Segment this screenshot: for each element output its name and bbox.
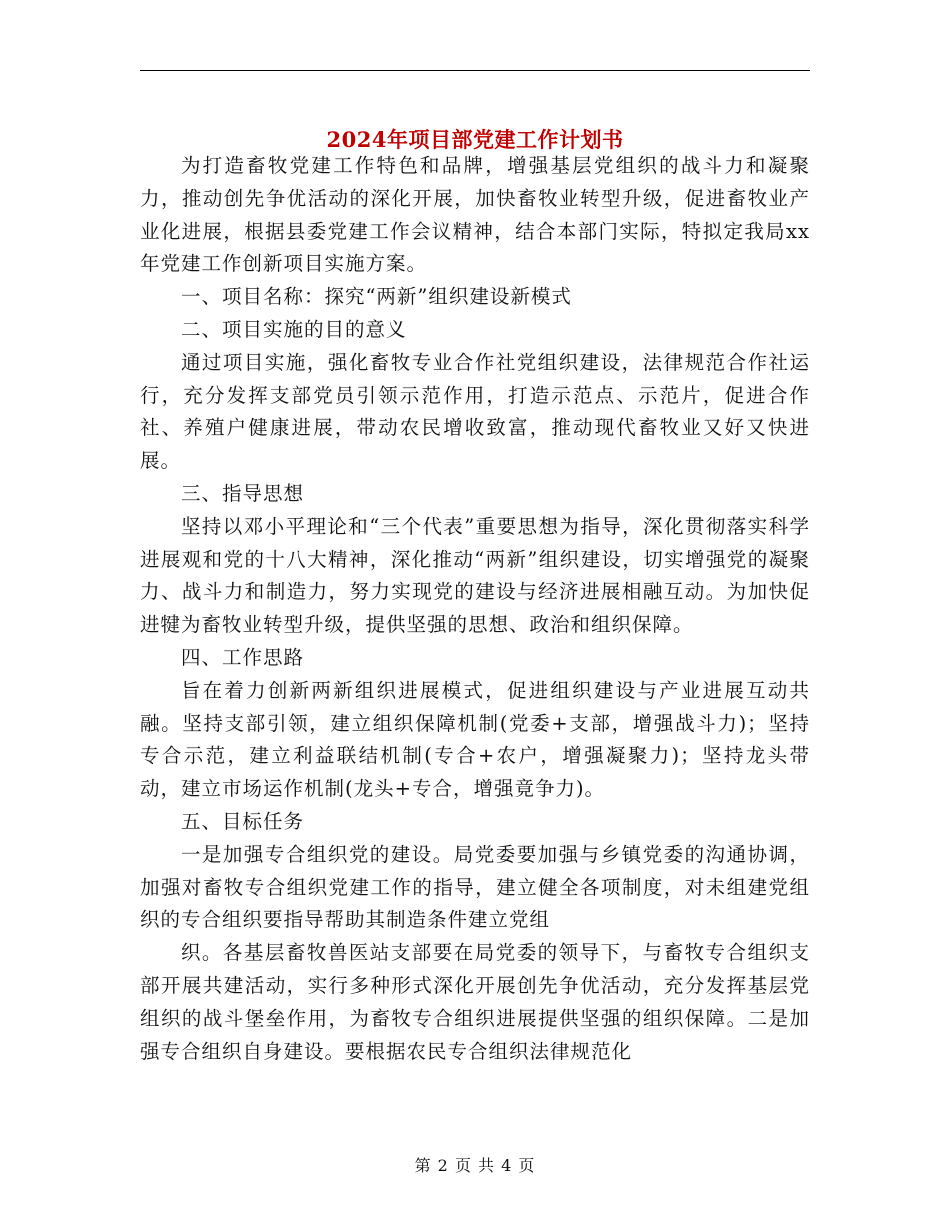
document-body	[140, 150, 810, 1068]
paragraph-intro: 为打造畜牧党建工作特色和品牌，增强基层党组织的战斗力和凝聚力，推动创先争优活动的深化开展，加快畜牧业转型升级，促进畜牧业产业化进展，根据县委党建工作会议精神，结合本部门实际，特拟定我局xx年党建工作创新项目实施方案。	[140, 154, 810, 276]
heading-goals: 五、目标任务	[180, 809, 304, 833]
paragraph-work-approach: 旨在着力创新两新组织进展模式，促进组织建设与产业进展互动共融。坚持支部引领，建立组织保障机制(党委+支部，增强战斗力)；坚持专合示范，建立利益联结机制(专合+农户，增强凝聚力)；坚持龙头带动，建立市场运作机制(龙头+专合，增强竟争力)。	[140, 678, 810, 801]
page-footer	[140, 1154, 810, 1178]
heading-purpose: 二、项目实施的目的意义	[180, 317, 407, 341]
document-title: 2024年项目部党建工作计划书	[326, 127, 624, 153]
heading-work-approach: 四、工作思路	[180, 645, 304, 669]
paragraph-guiding-thought: 坚持以邓小平理论和“三个代表”重要思想为指导，深化贯彻落实科学进展观和党的十八大精神，深化推动“两新”组织建设，切实增强党的凝聚力、战斗力和制造力，努力实现党的建设与经济进展相融互动。为加快促进犍为畜牧业转型升级，提供坚强的思想、政治和组织保障。	[140, 514, 810, 637]
heading-project-name: 一、项目名称：探究“两新”组织建设新模式	[180, 285, 572, 309]
paragraph-goals-1: 一是加强专合组织党的建设。局党委要加强与乡镇党委的沟通协调，加强对畜牧专合组织党建工作的指导，建立健全各项制度，对未组建党组织的专合组织要指导帮助其制造条件建立党组	[140, 842, 810, 932]
page-number: 第 2 页 共 4 页	[414, 1156, 536, 1175]
heading-guiding-thought: 三、指导思想	[180, 481, 304, 505]
paragraph-purpose: 通过项目实施，强化畜牧专业合作社党组织建设，法律规范合作社运行，充分发挥支部党员引领示范作用，打造示范点、示范片，促进合作社、养殖户健康进展，带动农民增收致富，推动现代畜牧业又好又快进展。	[140, 350, 810, 473]
header-rule	[140, 70, 810, 71]
paragraph-goals-2: 织。各基层畜牧兽医站支部要在局党委的领导下，与畜牧专合组织支部开展共建活动，实行多种形式深化开展创先争优活动，充分发挥基层党组织的战斗堡垒作用，为畜牧专合组织进展提供坚强的组织保障。二是加强专合组织自身建设。要根据农民专合组织法律规范化	[140, 941, 810, 1063]
